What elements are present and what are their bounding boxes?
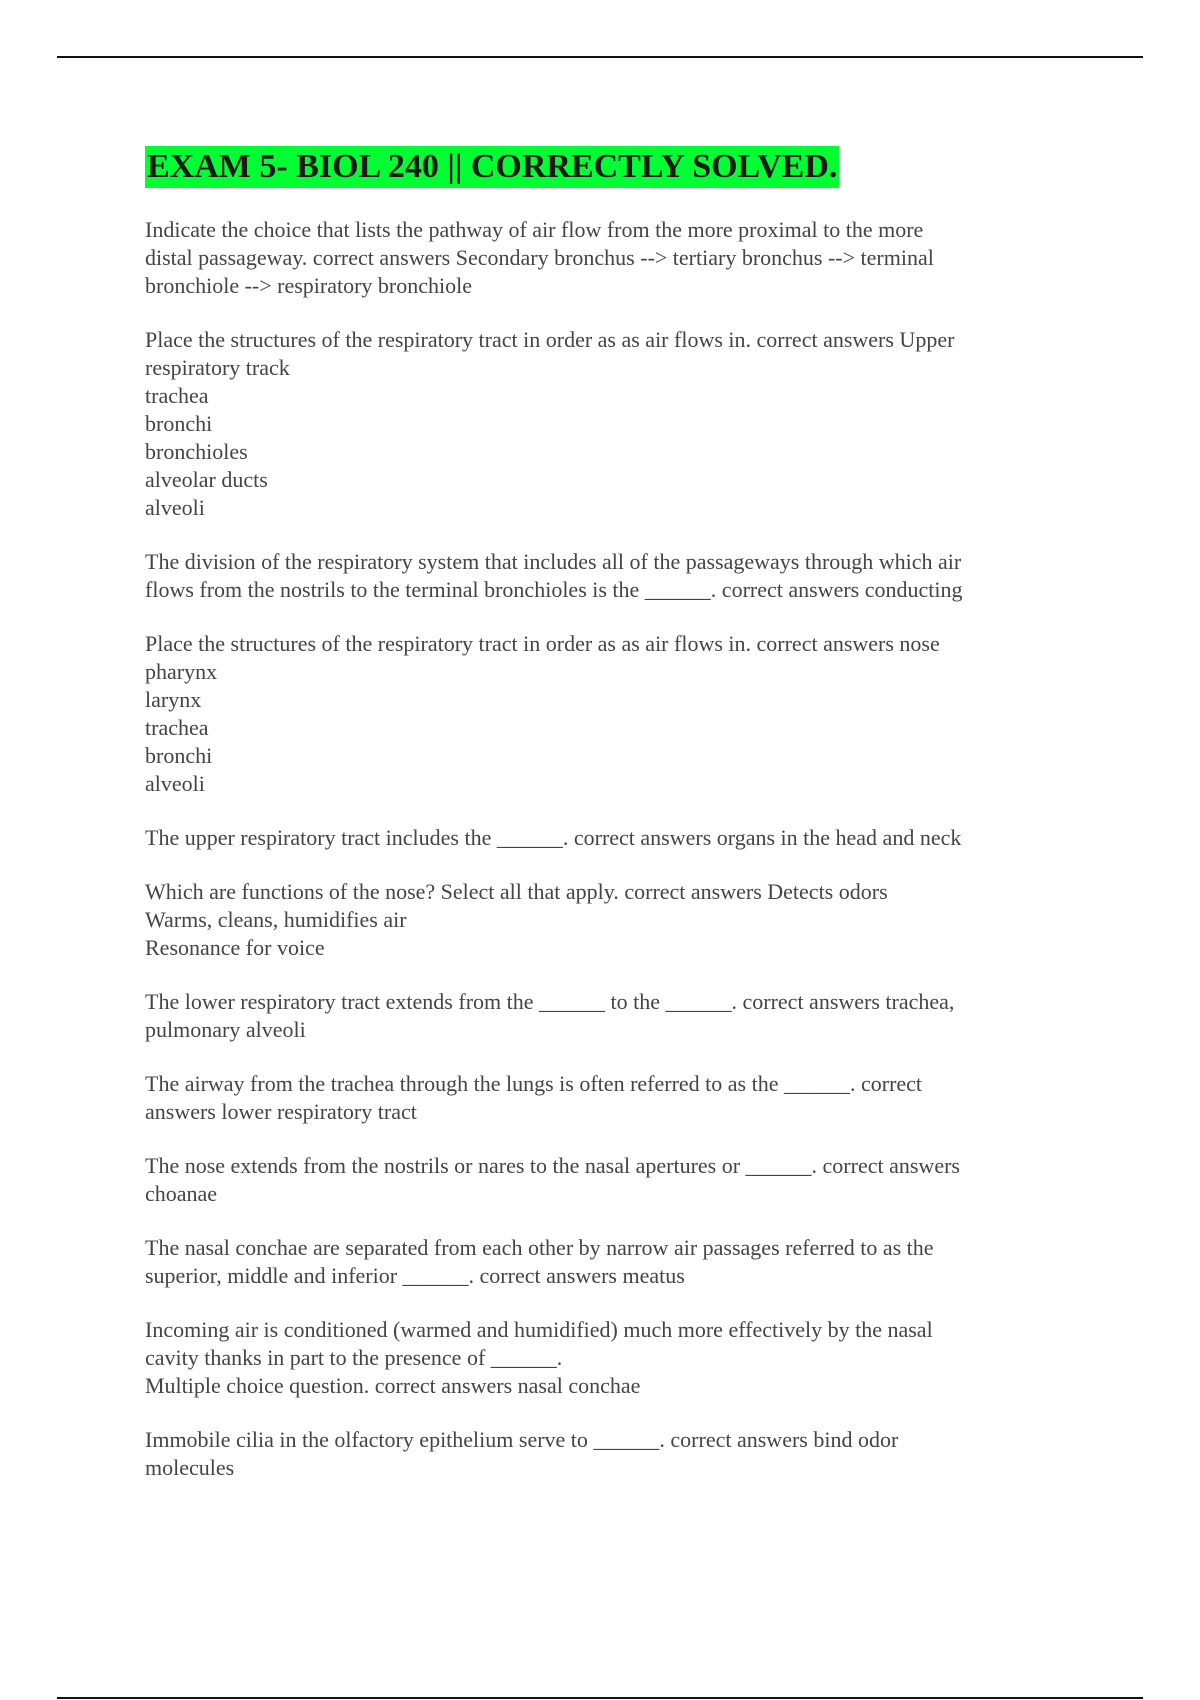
qa-line: Multiple choice question. correct answers nasal conchae: [145, 1373, 641, 1398]
qa-line: trachea: [145, 715, 209, 740]
title-block: [145, 146, 1045, 188]
qa-line: pulmonary alveoli: [145, 1017, 306, 1042]
qa-line: distal passageway. correct answers Secondary bronchus --> tertiary bronchus --> terminal: [145, 245, 934, 270]
qa-line: molecules: [145, 1455, 235, 1480]
qa-line: The airway from the trachea through the lungs is often referred to as the ______. correct: [145, 1071, 923, 1096]
qa-item: [145, 1152, 1045, 1208]
qa-item: [145, 878, 1045, 962]
qa-line: The nose extends from the nostrils or nares to the nasal apertures or ______. correct answers: [145, 1153, 960, 1178]
qa-line: Incoming air is conditioned (warmed and humidified) much more effectively by the nasal: [145, 1317, 933, 1342]
qa-line: answers lower respiratory tract: [145, 1099, 417, 1124]
qa-line: larynx: [145, 687, 202, 712]
qa-line: superior, middle and inferior ______. correct answers meatus: [145, 1263, 685, 1288]
qa-item: [145, 1234, 1045, 1290]
qa-item: [145, 630, 1045, 798]
qa-line: The nasal conchae are separated from each other by narrow air passages referred to as the: [145, 1235, 934, 1260]
qa-item: [145, 1070, 1045, 1126]
qa-line: alveoli: [145, 771, 205, 796]
qa-line: alveolar ducts: [145, 467, 268, 492]
qa-line: cavity thanks in part to the presence of ______.: [145, 1345, 563, 1370]
qa-item: [145, 1316, 1045, 1400]
qa-line: Indicate the choice that lists the pathway of air flow from the more proximal to the more: [145, 217, 924, 242]
qa-line: respiratory track: [145, 355, 290, 380]
qa-line: bronchi: [145, 743, 213, 768]
qa-line: The lower respiratory tract extends from the ______ to the ______. correct answers trachea,: [145, 989, 955, 1014]
qa-item: [145, 548, 1045, 604]
top-divider: [57, 56, 1143, 58]
document-body: [145, 146, 1045, 1508]
qa-item: [145, 988, 1045, 1044]
qa-line: flows from the nostrils to the terminal bronchioles is the ______. correct answers conducting: [145, 577, 963, 602]
qa-line: The upper respiratory tract includes the ______. correct answers organs in the head and neck: [145, 825, 962, 850]
qa-line: Place the structures of the respiratory tract in order as as air flows in. correct answers Upper: [145, 327, 955, 352]
qa-item: [145, 326, 1045, 522]
qa-line: Place the structures of the respiratory tract in order as as air flows in. correct answers nose: [145, 631, 940, 656]
qa-item: [145, 824, 1045, 852]
qa-line: Immobile cilia in the olfactory epithelium serve to ______. correct answers bind odor: [145, 1427, 899, 1452]
qa-item: [145, 216, 1045, 300]
qa-line: Warms, cleans, humidifies air: [145, 907, 407, 932]
qa-line: Which are functions of the nose? Select all that apply. correct answers Detects odors: [145, 879, 888, 904]
qa-line: bronchi: [145, 411, 213, 436]
document-title: EXAM 5- BIOL 240 || CORRECTLY SOLVED.: [145, 146, 839, 188]
qa-line: bronchioles: [145, 439, 248, 464]
qa-line: The division of the respiratory system that includes all of the passageways through which air: [145, 549, 962, 574]
qa-line: alveoli: [145, 495, 205, 520]
qa-item: [145, 1426, 1045, 1482]
bottom-divider: [57, 1697, 1143, 1699]
qa-line: trachea: [145, 383, 209, 408]
qa-line: choanae: [145, 1181, 218, 1206]
qa-line: pharynx: [145, 659, 218, 684]
qa-line: Resonance for voice: [145, 935, 325, 960]
qa-line: bronchiole --> respiratory bronchiole: [145, 273, 473, 298]
